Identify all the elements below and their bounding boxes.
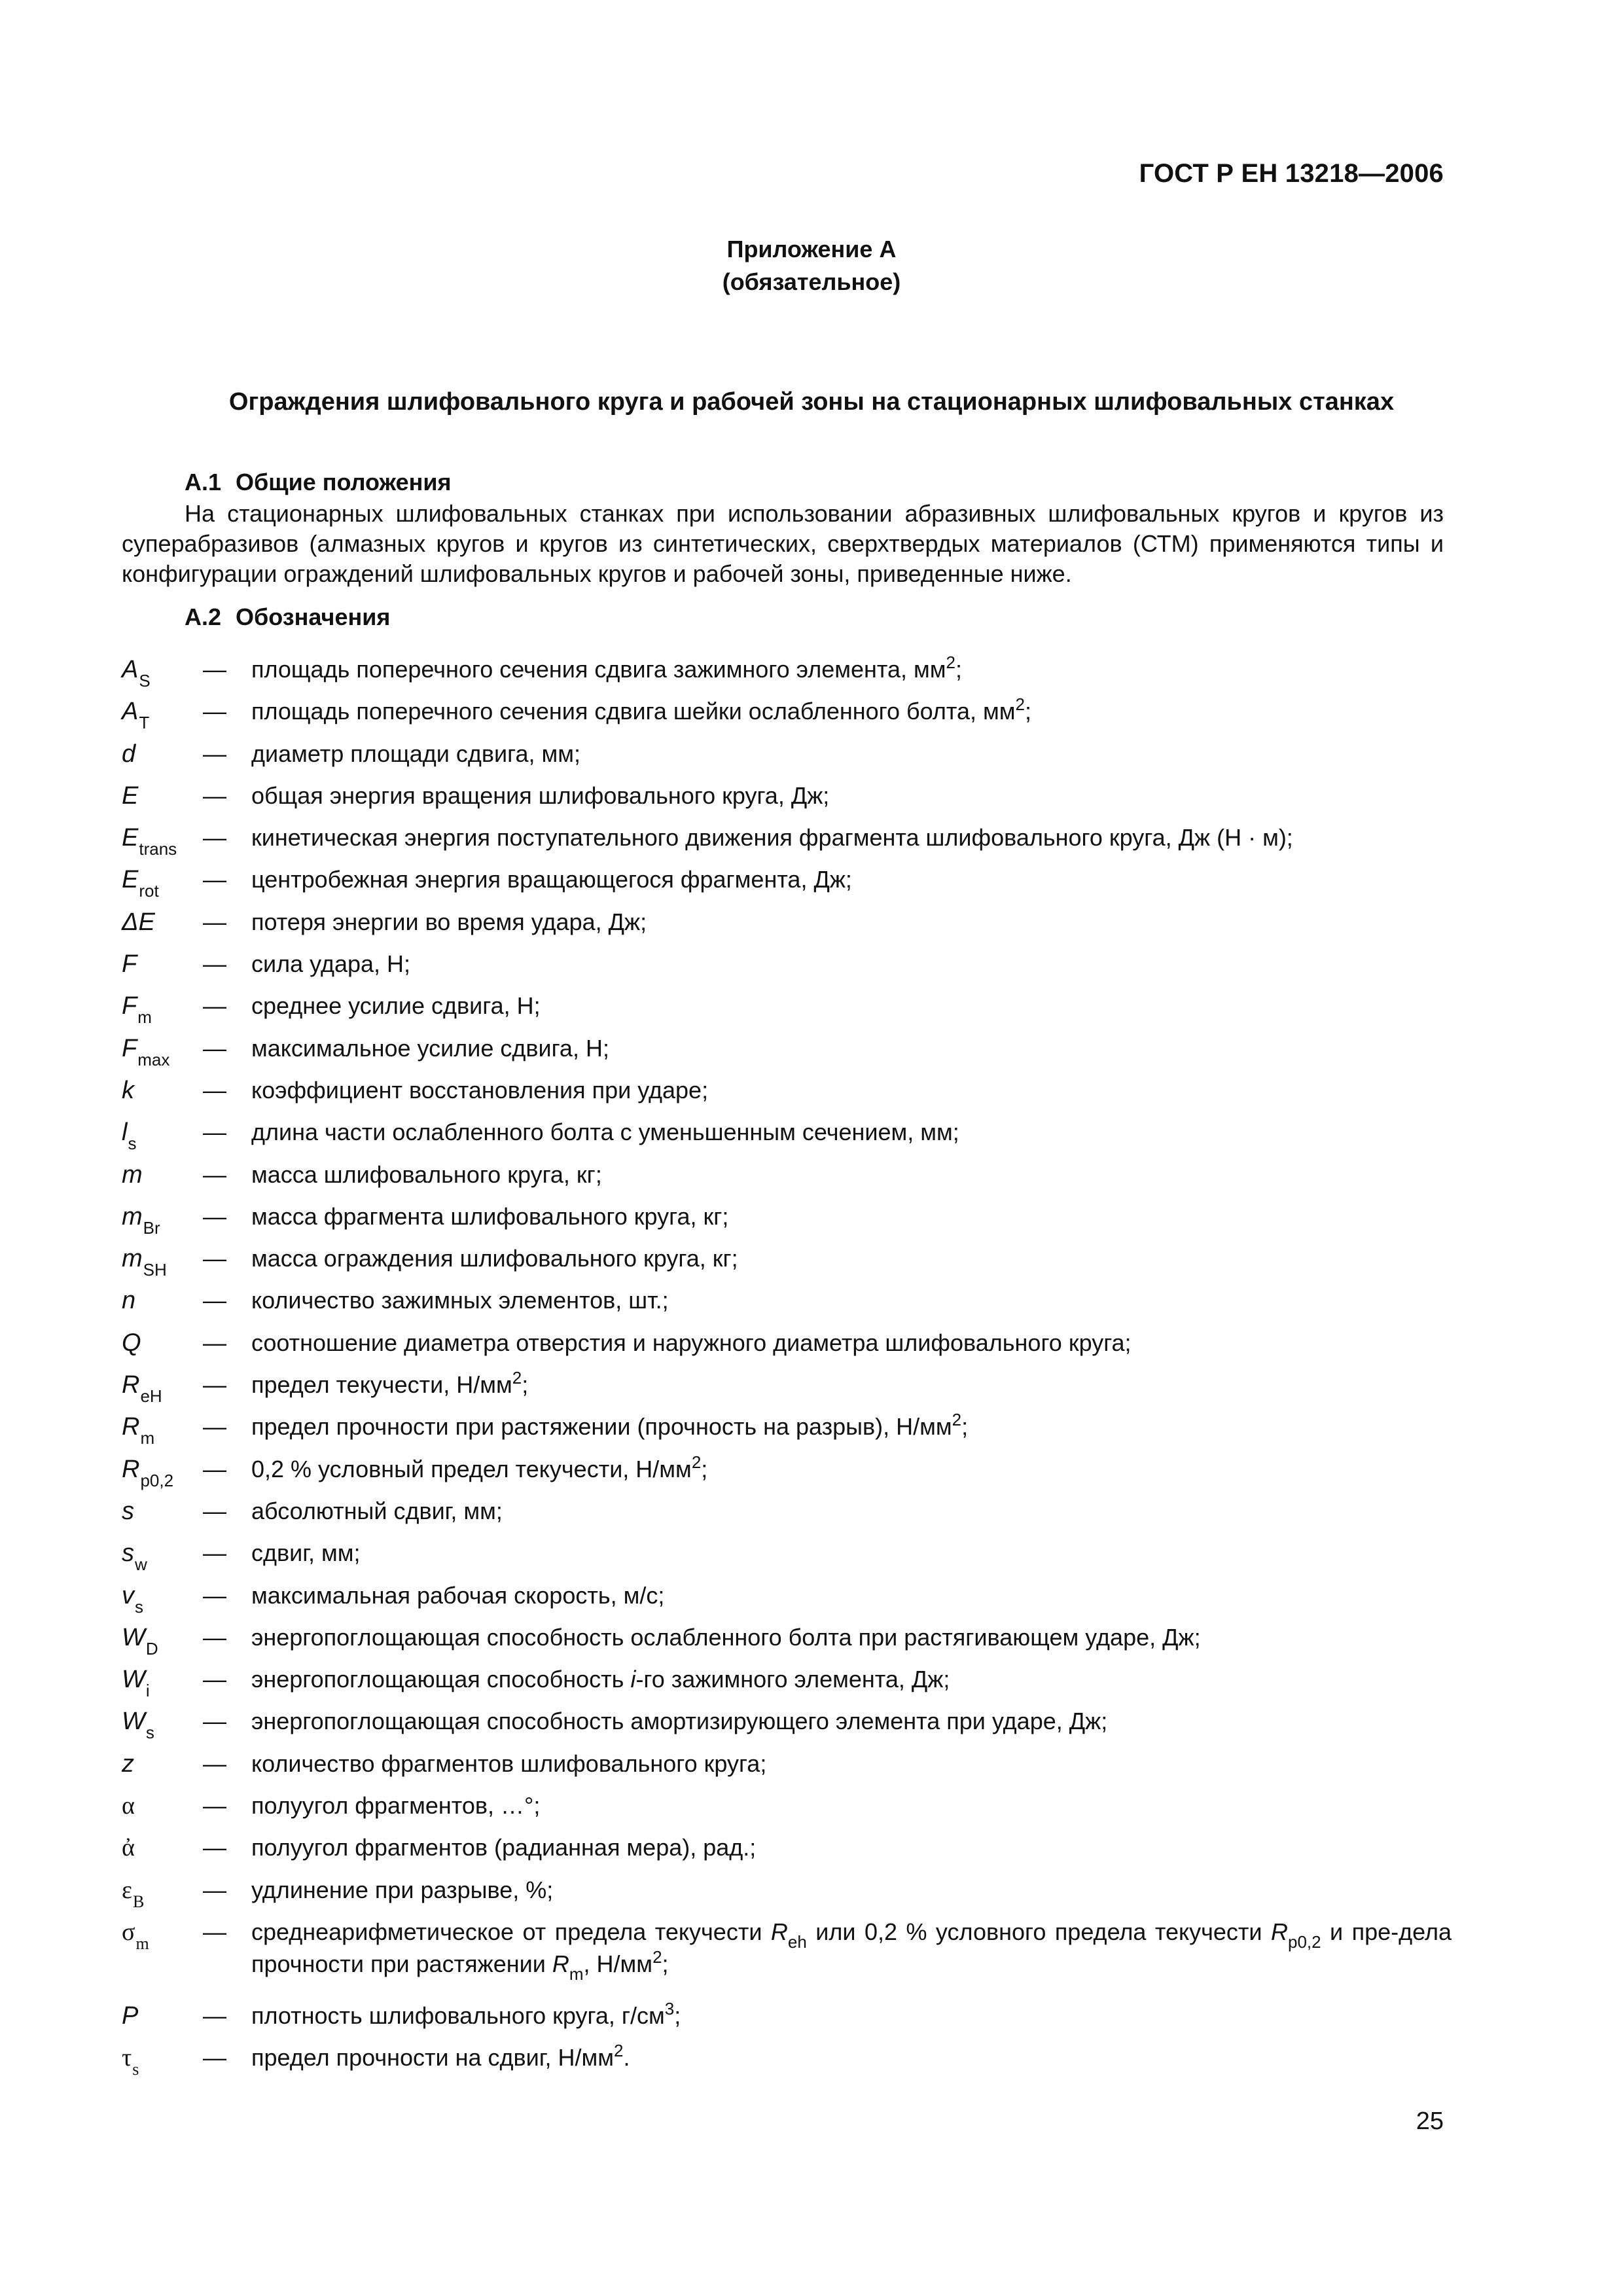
symbol-base: E <box>122 866 139 894</box>
symbol-subscript: rot <box>139 881 159 901</box>
symbol-base: F <box>122 1034 137 1062</box>
definition-text: плотность шлифовального круга, г/см <box>251 2001 665 2029</box>
symbol-row <box>122 2043 1450 2085</box>
symbol-row <box>122 1117 1450 1159</box>
definition-text: масса ограждения шлифовального круга, кг; <box>251 1245 738 1272</box>
symbol <box>122 739 135 769</box>
definition-text: кинетическая энергия поступательного движения фрагмента шлифовального круга, Дж (Н · м); <box>251 824 1293 852</box>
symbol-base: A <box>122 656 139 683</box>
symbol-definition <box>251 2043 1452 2075</box>
definition-dash: — <box>203 1245 226 1272</box>
inline-symbol: i <box>630 1666 636 1693</box>
definition-text: и пре-дела прочности при растяжении <box>251 1918 1452 1977</box>
definition-dash: — <box>203 1918 226 1945</box>
symbol-subscript: SH <box>143 1260 167 1280</box>
section-a1-heading <box>185 466 452 499</box>
symbol-subscript: w <box>135 1554 147 1575</box>
symbol-base: s <box>122 1497 134 1525</box>
symbol-base: τ <box>122 2044 132 2072</box>
definition-dash: — <box>203 1413 226 1441</box>
symbol-subscript: B <box>132 1892 145 1911</box>
symbol-base: v <box>122 1581 134 1609</box>
definition-text: -го зажимного элемента, Дж; <box>635 1666 950 1693</box>
definition-dash: — <box>203 1160 226 1188</box>
symbol-base: R <box>122 1371 140 1399</box>
symbol <box>122 1370 162 1407</box>
definition-text: абсолютный сдвиг, мм; <box>251 1497 503 1524</box>
definition-text: общая энергия вращения шлифовального круга, Дж; <box>251 781 830 809</box>
symbol-subscript: s <box>132 2060 139 2079</box>
definition-text: максимальная рабочая скорость, м/с; <box>251 1581 665 1609</box>
symbol-definition <box>251 1033 1452 1064</box>
definition-text: предел прочности на сдвиг, Н/мм <box>251 2044 614 2072</box>
symbol-definition <box>251 696 1452 728</box>
annex-label: Приложение А <box>726 236 897 262</box>
symbol-definition <box>251 1117 1452 1147</box>
symbol-definition <box>251 991 1452 1021</box>
definition-dash: — <box>203 1876 226 1903</box>
symbol-subscript: max <box>137 1049 170 1069</box>
symbol <box>122 1875 145 1911</box>
symbol-row <box>122 1370 1450 1412</box>
definition-dash: — <box>203 1666 226 1693</box>
definition-dash: — <box>203 1497 226 1524</box>
definition-text: среднее усилие сдвига, Н; <box>251 992 541 1020</box>
unit-superscript: 2 <box>952 1410 962 1430</box>
symbol-base: ε <box>122 1876 132 1904</box>
definition-text: сила удара, Н; <box>251 950 411 978</box>
symbol-subscript: trans <box>139 839 177 859</box>
definition-dash: — <box>203 950 226 978</box>
symbol-row <box>122 1285 1450 1327</box>
definition-text: максимальное усилие сдвига, Н; <box>251 1034 609 1062</box>
symbol-definition <box>251 1791 1452 1821</box>
symbol <box>122 991 152 1028</box>
symbol <box>122 1623 158 1659</box>
definition-dash: — <box>203 781 226 809</box>
symbol-base: l <box>122 1119 128 1147</box>
symbol-base: F <box>122 992 137 1020</box>
definition-text: , Н/мм <box>583 1950 653 1977</box>
definition-dash: — <box>203 866 226 893</box>
symbol <box>122 2001 138 2031</box>
definition-text: центробежная энергия вращающегося фрагмента, Дж; <box>251 866 852 893</box>
definition-text: коэффициент восстановления при ударе; <box>251 1076 709 1103</box>
definition-text: энергопоглощающая способность <box>251 1666 631 1693</box>
symbol <box>122 1160 143 1190</box>
symbol <box>122 2043 139 2079</box>
symbol-row <box>122 1998 1450 2043</box>
symbol-base: E <box>122 781 139 810</box>
symbol-base: F <box>122 950 137 978</box>
symbol-definition <box>251 907 1452 937</box>
symbol-definition <box>251 1664 1452 1695</box>
definition-text: удлинение при разрыве, %; <box>251 1876 554 1903</box>
definition-text: предел прочности при растяжении (прочность на разрыв), Н/мм <box>251 1413 952 1441</box>
definition-dash: — <box>203 1708 226 1735</box>
definition-dash: — <box>203 1792 226 1820</box>
symbol-row <box>122 781 1450 823</box>
symbol-base: R <box>122 1455 140 1483</box>
symbol-definition <box>251 781 1452 811</box>
symbol-base: k <box>122 1076 134 1104</box>
symbol-subscript: i <box>145 1681 150 1701</box>
inline-symbol: R <box>552 1950 569 1977</box>
symbol <box>122 1202 160 1238</box>
definition-dash: — <box>203 1539 226 1567</box>
symbol-row <box>122 865 1450 906</box>
unit-superscript: 2 <box>613 2041 624 2061</box>
symbol-definition <box>251 1538 1452 1568</box>
definition-dash: — <box>203 1034 226 1062</box>
symbol-base: d <box>122 740 136 768</box>
section-a1-body: На стационарных шлифовальных станках при использовании абразивных шлифовальных кругов и кругов из суперабразивов (алмазных кругов и кругов из синтетических, сверхтвердых материалов (СТМ) применяются типы и конфигурации ограждений шлифовальных кругов и рабочей зоны, приведенные ниже. <box>122 500 1444 587</box>
symbol-subscript: p0,2 <box>140 1470 174 1490</box>
symbol-base: σ <box>122 1918 135 1946</box>
symbol <box>122 1791 135 1821</box>
definition-text: длина части ослабленного болта с уменьшенным сечением, мм; <box>251 1119 959 1146</box>
symbol-definition <box>251 1328 1452 1358</box>
definition-dash: — <box>203 1076 226 1103</box>
unit-superscript: 3 <box>664 1998 675 2018</box>
definition-text: диаметр площади сдвига, мм; <box>251 740 581 767</box>
symbol-row <box>122 1033 1450 1075</box>
symbol-row <box>122 739 1450 781</box>
definition-text: потеря энергии во время удара, Дж; <box>251 908 647 935</box>
definition-text: полуугол фрагментов (радианная мера), рад.; <box>251 1834 757 1861</box>
symbol-base: m <box>122 1202 143 1230</box>
definition-punctuation: ; <box>522 1371 529 1399</box>
definition-dash: — <box>203 740 226 767</box>
symbol-definition <box>251 655 1452 687</box>
definition-dash: — <box>203 2001 226 2029</box>
symbol <box>122 1749 134 1779</box>
section-a2-heading <box>185 601 390 634</box>
symbol <box>122 1117 137 1154</box>
symbol-definition <box>251 1581 1452 1611</box>
symbol-definition <box>251 739 1452 769</box>
symbol-row <box>122 1160 1450 1202</box>
symbol-row <box>122 1833 1450 1874</box>
symbol <box>122 1454 174 1490</box>
definition-dash: — <box>203 1287 226 1314</box>
symbol-row <box>122 1538 1450 1580</box>
symbol-base: Q <box>122 1329 141 1357</box>
symbol-subscript: s <box>128 1134 137 1154</box>
definition-dash: — <box>203 992 226 1020</box>
definition-dash: — <box>203 1329 226 1356</box>
page-number: 25 <box>1416 2108 1444 2135</box>
symbol <box>122 1496 134 1526</box>
definition-dash: — <box>203 698 226 725</box>
inline-subscript: m <box>569 1964 584 1984</box>
section-a1-number: А.1 <box>185 469 222 495</box>
symbol <box>122 949 137 979</box>
symbol-subscript: D <box>145 1638 158 1659</box>
inline-subscript: p0,2 <box>1287 1931 1321 1952</box>
symbol <box>122 1664 150 1701</box>
definition-punctuation: ; <box>955 656 963 683</box>
symbol-definition <box>251 865 1452 895</box>
symbol-base: α <box>122 1792 135 1820</box>
definition-dash: — <box>203 1749 226 1777</box>
section-a1-title: Общие положения <box>236 469 452 495</box>
symbol-definition <box>251 1075 1452 1105</box>
symbol <box>122 1581 143 1617</box>
symbol-base: s <box>122 1539 134 1568</box>
definition-punctuation: ; <box>1024 698 1031 725</box>
symbol <box>122 696 150 733</box>
symbol-base: P <box>122 2001 139 2030</box>
annex-status: (обязательное) <box>722 268 901 295</box>
annex-heading <box>0 233 1623 298</box>
symbol-base: m <box>122 1160 143 1189</box>
definition-text: полуугол фрагментов, …°; <box>251 1792 541 1820</box>
section-a2-title: Обозначения <box>236 603 391 630</box>
document-id-header: ГОСТ Р ЕН 13218—2006 <box>1139 159 1444 188</box>
symbol-subscript: s <box>145 1723 154 1743</box>
symbol <box>122 1706 154 1743</box>
definition-dash: — <box>203 1455 226 1482</box>
symbol-definition <box>251 1749 1452 1779</box>
definition-dash: — <box>203 1371 226 1399</box>
inline-subscript: eh <box>787 1931 807 1952</box>
section-a2-number: А.2 <box>185 603 222 630</box>
symbol-base: W <box>122 1666 145 1694</box>
symbols-list <box>122 655 1450 2085</box>
symbol-definition <box>251 1496 1452 1526</box>
definition-text: предел текучести, Н/мм <box>251 1371 512 1399</box>
symbol-row <box>122 907 1450 949</box>
symbol-row <box>122 696 1450 738</box>
symbol-definition <box>251 1998 1452 2033</box>
symbol <box>122 1917 149 1953</box>
symbol-definition <box>251 1875 1452 1905</box>
symbol-base: ΔE <box>122 908 155 936</box>
definition-dash: — <box>203 656 226 683</box>
unit-superscript: 2 <box>652 1946 662 1967</box>
symbol-definition <box>251 1454 1452 1486</box>
definition-text: или 0,2 % условного предела текучести <box>806 1918 1271 1945</box>
definition-text: площадь поперечного сечения сдвига зажимного элемента, мм <box>251 656 946 683</box>
symbol-row <box>122 1328 1450 1370</box>
symbol-row <box>122 1875 1450 1917</box>
symbol-base: m <box>122 1245 143 1273</box>
definition-text: площадь поперечного сечения сдвига шейки ослабленного болта, мм <box>251 698 1016 725</box>
symbol-definition <box>251 1285 1452 1316</box>
symbol-row <box>122 823 1450 865</box>
symbol-definition <box>251 1370 1452 1402</box>
definition-dash: — <box>203 908 226 935</box>
symbol <box>122 1538 147 1575</box>
symbol-definition <box>251 1412 1452 1444</box>
definition-text: количество зажимных элементов, шт.; <box>251 1287 669 1314</box>
symbol-definition <box>251 1623 1452 1653</box>
definition-text: масса шлифовального круга, кг; <box>251 1160 602 1188</box>
symbol-base: n <box>122 1287 136 1315</box>
symbol-row <box>122 1791 1450 1833</box>
symbol-row <box>122 949 1450 991</box>
symbol-base: E <box>122 824 139 852</box>
inline-symbol: R <box>1270 1918 1288 1945</box>
symbol-row <box>122 1244 1450 1285</box>
definition-dash: — <box>203 1202 226 1230</box>
definition-text: количество фрагментов шлифовального круга; <box>251 1749 767 1777</box>
unit-superscript: 2 <box>946 653 955 672</box>
symbol-definition <box>251 1917 1452 1984</box>
unit-superscript: 2 <box>1015 694 1025 715</box>
definition-dash: — <box>203 1119 226 1146</box>
symbol-row <box>122 1496 1450 1538</box>
symbol-row <box>122 655 1450 696</box>
symbol-definition <box>251 1244 1452 1274</box>
symbol-subscript: m <box>140 1428 155 1448</box>
definition-text: энергопоглощающая способность ослабленного болта при растягивающем ударе, Дж; <box>251 1623 1201 1651</box>
symbol-base: ἀ <box>122 1834 135 1862</box>
symbol <box>122 781 138 811</box>
symbol-row <box>122 1917 1450 2001</box>
symbol-base: W <box>122 1708 145 1736</box>
definition-punctuation: ; <box>701 1455 708 1482</box>
symbol-subscript: s <box>135 1596 143 1617</box>
definition-punctuation: ; <box>662 1950 669 1977</box>
symbol-row <box>122 1706 1450 1748</box>
symbol-subscript: m <box>137 1007 152 1028</box>
definition-text: энергопоглощающая способность амортизирующего элемента при ударе, Дж; <box>251 1708 1108 1735</box>
symbol-definition <box>251 1160 1452 1190</box>
symbol-subscript: Br <box>143 1217 160 1238</box>
symbol-base: W <box>122 1623 145 1651</box>
symbol <box>122 1285 135 1316</box>
symbol-base: z <box>122 1749 134 1778</box>
symbol <box>122 1328 141 1358</box>
symbol-definition <box>251 1833 1452 1863</box>
symbol-base: A <box>122 698 139 726</box>
symbol-row <box>122 1623 1450 1664</box>
symbol <box>122 655 151 691</box>
definition-dash: — <box>203 2044 226 2072</box>
definition-dash: — <box>203 824 226 852</box>
symbol-definition <box>251 1202 1452 1232</box>
definition-text: масса фрагмента шлифовального круга, кг; <box>251 1202 729 1230</box>
definition-punctuation: . <box>623 2044 630 2072</box>
symbol <box>122 907 155 937</box>
symbol-definition <box>251 949 1452 979</box>
definition-text: 0,2 % условный предел текучести, Н/мм <box>251 1455 692 1482</box>
symbol-subscript: S <box>139 671 151 691</box>
annex-title: Ограждения шлифовального круга и рабочей зоны на стационарных шлифовальных станках <box>228 388 1395 416</box>
definition-dash: — <box>203 1623 226 1651</box>
definition-dash: — <box>203 1581 226 1609</box>
definition-text: соотношение диаметра отверстия и наружного диаметра шлифовального круга; <box>251 1329 1132 1356</box>
definition-punctuation: ; <box>674 2001 681 2029</box>
symbol-row <box>122 1454 1450 1496</box>
symbol <box>122 1033 170 1069</box>
symbol-row <box>122 1202 1450 1244</box>
symbol <box>122 1412 155 1448</box>
symbol-row <box>122 1075 1450 1117</box>
symbol-row <box>122 1749 1450 1791</box>
inline-symbol: R <box>770 1918 788 1945</box>
symbol-subscript: eH <box>140 1386 162 1407</box>
symbol-row <box>122 1581 1450 1623</box>
symbol-row <box>122 1412 1450 1454</box>
definition-dash: — <box>203 1834 226 1861</box>
symbol-row <box>122 991 1450 1033</box>
definition-text: сдвиг, мм; <box>251 1539 361 1567</box>
unit-superscript: 2 <box>691 1452 702 1472</box>
symbol-base: R <box>122 1413 140 1441</box>
symbol <box>122 823 177 859</box>
unit-superscript: 2 <box>512 1368 522 1388</box>
symbol <box>122 1244 167 1280</box>
symbol <box>122 1833 135 1863</box>
symbol-definition <box>251 823 1452 853</box>
definition-text: среднеарифметическое от предела текучести <box>251 1918 771 1945</box>
symbol-subscript: m <box>135 1933 149 1953</box>
definition-punctuation: ; <box>961 1413 969 1441</box>
symbol-definition <box>251 1706 1452 1736</box>
symbol-subscript: T <box>139 713 150 733</box>
symbol <box>122 1075 134 1105</box>
symbol-row <box>122 1664 1450 1706</box>
symbol <box>122 865 159 901</box>
